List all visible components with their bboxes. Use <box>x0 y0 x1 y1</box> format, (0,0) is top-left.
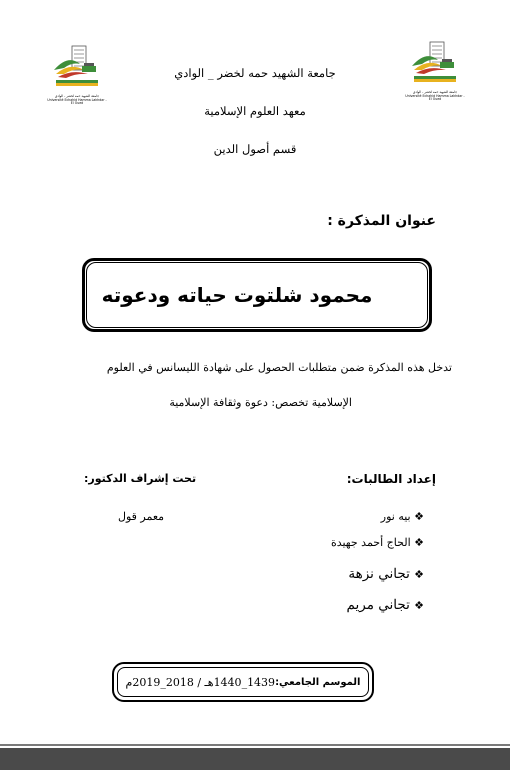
logo-text-en: Université Echahid Hamma Lakhdar - El Oued <box>47 97 107 106</box>
thesis-title: محمود شلتوت حياته ودعوته <box>101 283 373 307</box>
department-name: قسم أصول الدين <box>213 142 297 156</box>
season-value: 1439_1440هـ / 2018_2019م <box>125 675 276 689</box>
university-logo-icon <box>408 36 462 90</box>
season-label: الموسم الجامعي: <box>275 676 361 688</box>
footer-bar <box>0 748 510 770</box>
bullet-diamond-icon: ❖ <box>414 599 424 612</box>
students-label: إعداد الطالبات: <box>346 472 436 486</box>
thesis-title-label: عنوان المذكرة : <box>327 213 436 229</box>
university-logo-right <box>408 36 462 90</box>
student-name: تجاني نزهة <box>348 566 410 582</box>
student-item <box>348 566 424 582</box>
academic-season <box>117 667 369 697</box>
supervisor-name: معمر قول <box>118 510 165 523</box>
supervisor-label: تحت إشراف الدكتور: <box>84 472 197 485</box>
footer-divider <box>0 744 510 746</box>
logo-text-ar: جامعة الشهيد حمه لخضر - الوادي <box>412 90 458 94</box>
thesis-description-line2: الإسلامية تخصص: دعوة وثقافة الإسلامية <box>169 396 352 409</box>
institute-name: معهد العلوم الإسلامية <box>204 104 306 118</box>
logo-text-ar: جامعة الشهيد حمه لخضر - الوادي <box>54 94 100 98</box>
bullet-diamond-icon: ❖ <box>414 536 424 549</box>
student-name: تجاني مريم <box>346 597 410 613</box>
university-name: جامعة الشهيد حمه لخضر _ الوادي <box>174 66 336 80</box>
thesis-description-line1: تدخل هذه المذكرة ضمن متطلبات الحصول على شهادة الليسانس في العلوم <box>106 361 452 374</box>
bullet-diamond-icon: ❖ <box>414 568 424 581</box>
student-item <box>381 510 424 523</box>
student-name: بيه نور <box>380 510 411 523</box>
bullet-diamond-icon: ❖ <box>414 510 424 523</box>
student-name: الحاج أحمد جهيدة <box>330 536 411 549</box>
logo-text-en: Université Echahid Hamma Lakhdar - El Oued <box>405 93 465 102</box>
student-item <box>347 597 424 613</box>
logo-caption-right <box>404 91 466 102</box>
student-item <box>331 536 424 549</box>
